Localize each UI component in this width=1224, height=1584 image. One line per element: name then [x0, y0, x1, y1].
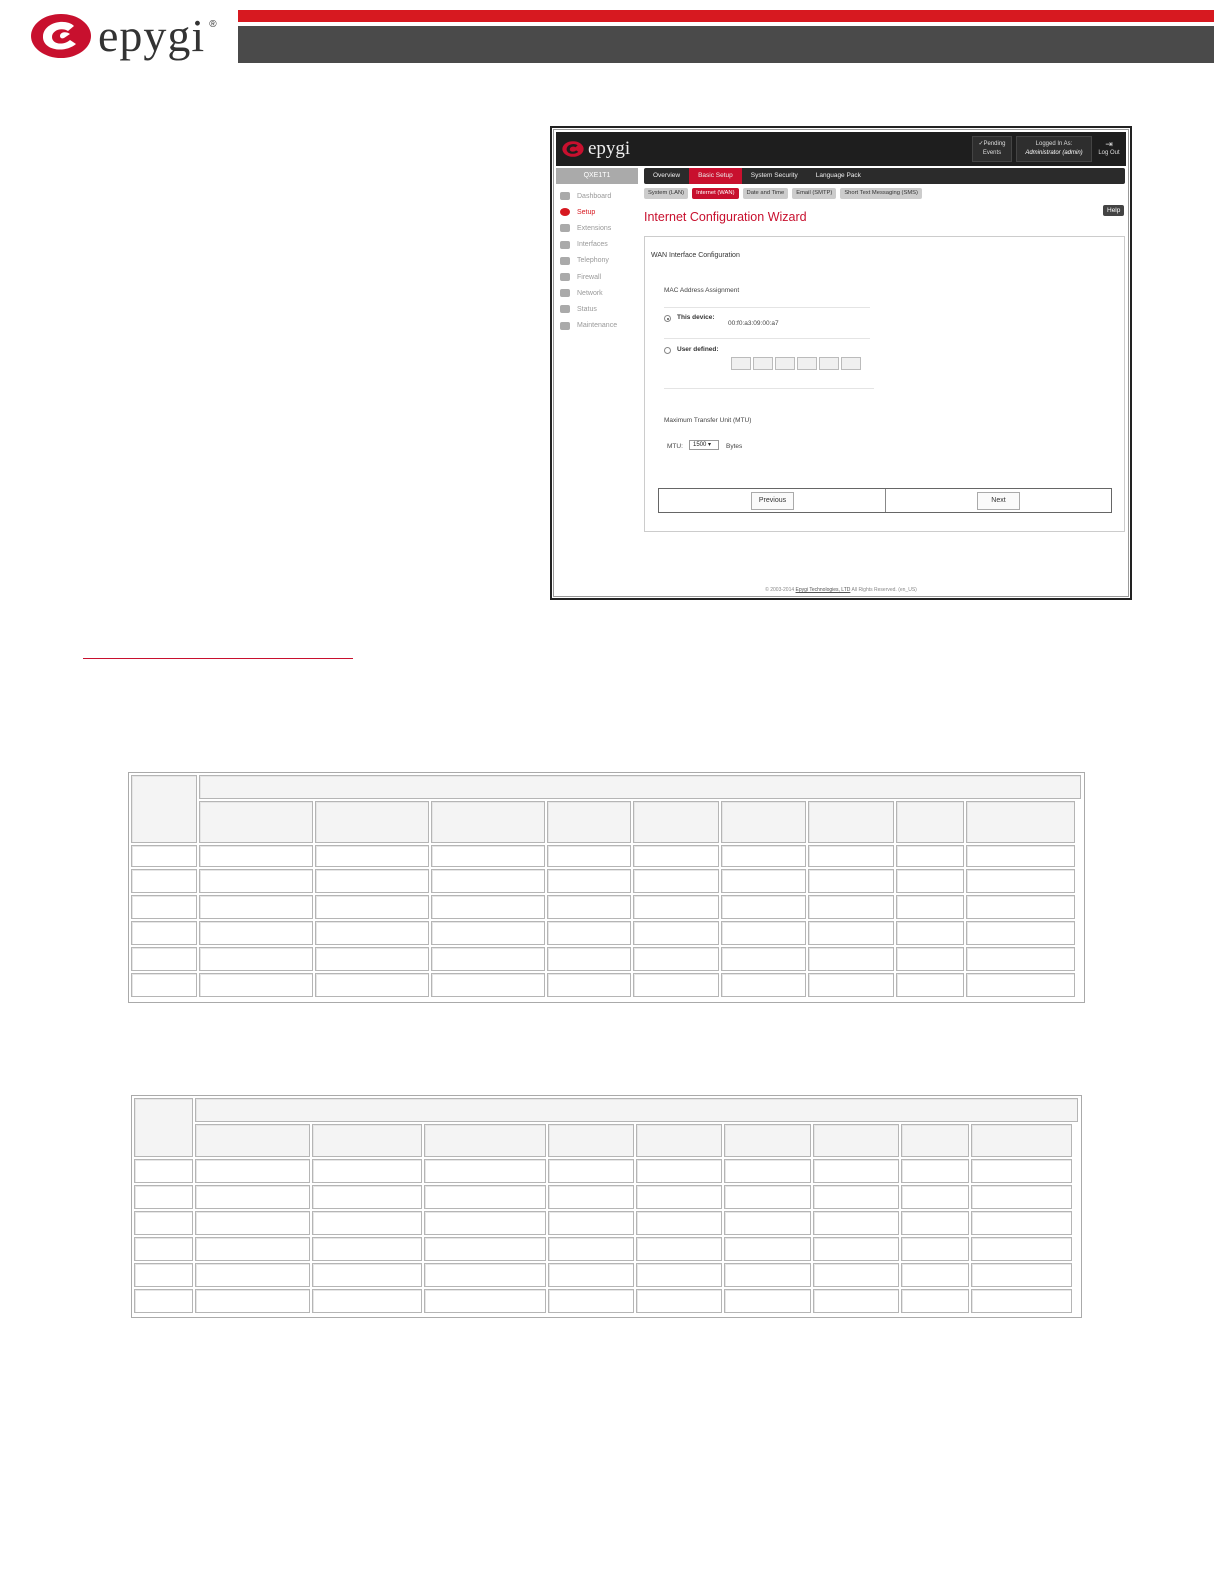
side-nav-label: Setup	[577, 208, 596, 216]
mtu-section-label: Maximum Transfer Unit (MTU)	[664, 417, 752, 424]
table-cell	[547, 895, 631, 919]
table-header-cell	[199, 775, 1081, 799]
table-cell	[315, 973, 429, 997]
next-button[interactable]: Next	[977, 492, 1020, 510]
table-cell	[547, 947, 631, 971]
table-cell	[721, 869, 806, 893]
page-title: Internet Configuration Wizard	[644, 210, 807, 224]
table-cell	[431, 869, 545, 893]
table-cell	[199, 845, 313, 867]
table-cell	[724, 1159, 811, 1183]
table-header-cell	[548, 1124, 634, 1157]
epygi-small-logo-icon	[562, 140, 584, 158]
mac-octet-input[interactable]	[775, 357, 795, 370]
table-header-cell	[431, 801, 545, 843]
wizard-panel	[644, 236, 1125, 532]
table-cell	[548, 1159, 634, 1183]
table-cell	[966, 973, 1075, 997]
table-cell	[971, 1185, 1072, 1209]
table-cell	[971, 1211, 1072, 1235]
table-cell	[431, 921, 545, 945]
side-nav-firewall[interactable]	[560, 269, 640, 285]
main-tabs	[644, 168, 1125, 184]
side-nav-label: Maintenance	[577, 322, 618, 330]
table-cell	[724, 1289, 811, 1313]
table-cell	[134, 1185, 193, 1209]
table-cell	[636, 1159, 722, 1183]
table-cell	[724, 1237, 811, 1261]
table-header-cell	[896, 801, 964, 843]
table-cell	[548, 1185, 634, 1209]
table-header-cell	[633, 801, 719, 843]
table-cell	[966, 947, 1075, 971]
table-cell	[547, 921, 631, 945]
table-header-cell	[808, 801, 894, 843]
table-cell	[548, 1211, 634, 1235]
table-cell	[312, 1211, 422, 1235]
table-cell	[636, 1211, 722, 1235]
side-nav-status[interactable]	[560, 301, 640, 317]
table-cell	[134, 1289, 193, 1313]
copyright-footer	[552, 587, 1130, 593]
table-cell	[431, 845, 545, 867]
table-header-cell	[195, 1098, 1078, 1122]
panel-title: WAN Interface Configuration	[651, 252, 740, 259]
table-header-cell	[315, 801, 429, 843]
tab-language-pack[interactable]: Language Pack	[815, 172, 861, 179]
table-header-cell	[901, 1124, 969, 1157]
table-header-cell	[971, 1124, 1072, 1157]
table-cell	[195, 1159, 310, 1183]
mac-section-label: MAC Address Assignment	[664, 287, 740, 294]
table-cell	[901, 1237, 969, 1261]
table-cell	[199, 947, 313, 971]
table-header-cell	[721, 801, 806, 843]
table-cell	[971, 1159, 1072, 1183]
divider	[664, 388, 874, 389]
interfaces-icon	[560, 241, 570, 249]
app-logo	[562, 138, 630, 160]
flame-icon	[560, 273, 570, 281]
table-cell	[547, 845, 631, 867]
table-cell	[966, 895, 1075, 919]
subtab-internet-wan[interactable]: Internet (WAN)	[692, 188, 738, 199]
table-cell	[431, 947, 545, 971]
user-defined-radio[interactable]	[664, 347, 671, 354]
gear-icon	[560, 208, 570, 216]
wizard-screenshot	[550, 126, 1132, 600]
table-cell	[424, 1211, 546, 1235]
epygi-logo	[30, 12, 217, 60]
table-cell	[808, 845, 894, 867]
help-button[interactable]: Help	[1103, 205, 1124, 216]
side-nav-label: Firewall	[577, 273, 602, 281]
mtu-unit: Bytes	[726, 443, 743, 450]
logout-icon: ⇥	[1105, 139, 1113, 149]
subtab-date-time[interactable]: Date and Time	[743, 188, 789, 199]
table-cell	[896, 973, 964, 997]
user-defined-label: User defined:	[677, 346, 719, 353]
table-cell	[721, 921, 806, 945]
table-cell	[724, 1263, 811, 1287]
table-cell	[424, 1185, 546, 1209]
device-name-tab[interactable]: QXE1T1	[556, 168, 638, 184]
table-cell	[312, 1237, 422, 1261]
table-cell	[896, 845, 964, 867]
table-cell	[131, 947, 197, 971]
table-header-cell	[966, 801, 1075, 843]
footer-prefix: © 2003-2014	[765, 587, 795, 593]
brand-name: epygi	[98, 10, 206, 61]
table-cell	[901, 1263, 969, 1287]
table-cell	[134, 1211, 193, 1235]
empty-table-2	[131, 1095, 1082, 1318]
mac-octet-input[interactable]	[797, 357, 817, 370]
table-cell	[195, 1211, 310, 1235]
dashboard-icon	[560, 192, 570, 200]
tab-basic-setup[interactable]: Basic Setup	[689, 168, 742, 184]
table-cell	[633, 895, 719, 919]
table-cell	[896, 921, 964, 945]
divider	[664, 338, 870, 339]
wizard-button-row	[658, 488, 1112, 513]
mac-octet-input[interactable]	[753, 357, 773, 370]
table-cell	[131, 845, 197, 867]
table-cell	[971, 1263, 1072, 1287]
table-cell	[896, 947, 964, 971]
table-cell	[134, 1237, 193, 1261]
table-cell	[636, 1263, 722, 1287]
sub-tabs	[644, 188, 922, 199]
table-cell	[808, 869, 894, 893]
divider	[664, 307, 870, 308]
registered-mark: ®	[209, 18, 217, 30]
table-cell	[721, 845, 806, 867]
table-header-cell	[636, 1124, 722, 1157]
table-cell	[633, 921, 719, 945]
table-cell	[633, 947, 719, 971]
divider	[885, 489, 886, 512]
side-nav-extensions[interactable]	[560, 220, 640, 236]
logout-label: Log Out	[1098, 150, 1120, 156]
table-header-cell	[312, 1124, 422, 1157]
pending-events-button[interactable]: ✓Pending Events	[972, 136, 1012, 162]
table-cell	[199, 869, 313, 893]
side-nav	[560, 188, 640, 334]
phone-icon	[560, 257, 570, 265]
header-dark-band	[238, 26, 1214, 63]
table-cell	[971, 1237, 1072, 1261]
subtab-sms[interactable]: Short Text Messaging (SMS)	[840, 188, 922, 199]
table-cell	[633, 869, 719, 893]
table-cell	[813, 1185, 899, 1209]
table-cell	[808, 921, 894, 945]
table-cell	[315, 895, 429, 919]
side-nav-telephony[interactable]	[560, 253, 640, 269]
this-device-label: This device:	[677, 314, 715, 321]
subtab-email-smtp[interactable]: Email (SMTP)	[792, 188, 836, 199]
table-cell	[896, 895, 964, 919]
subtab-system-lan[interactable]: System (LAN)	[644, 188, 688, 199]
empty-table-1	[128, 772, 1085, 1003]
table-cell	[813, 1159, 899, 1183]
table-header-cell	[424, 1124, 546, 1157]
logged-in-info	[1016, 136, 1092, 162]
table-cell	[131, 895, 197, 919]
wrench-icon	[560, 322, 570, 330]
table-cell	[636, 1237, 722, 1261]
table-cell	[199, 921, 313, 945]
previous-button[interactable]: Previous	[751, 492, 794, 510]
table-cell	[633, 845, 719, 867]
table-header-cell	[813, 1124, 899, 1157]
side-nav-label: Status	[577, 305, 597, 313]
table-cell	[131, 973, 197, 997]
section-link-underline	[83, 658, 353, 659]
table-header-cell	[195, 1124, 310, 1157]
mac-octet-input[interactable]	[819, 357, 839, 370]
globe-icon	[560, 289, 570, 297]
extensions-icon	[560, 224, 570, 232]
table-cell	[896, 869, 964, 893]
side-nav-maintenance[interactable]	[560, 318, 640, 334]
side-nav-label: Network	[577, 289, 603, 297]
table-cell	[312, 1289, 422, 1313]
footer-link[interactable]: Epygi Technologies, LTD	[795, 587, 851, 593]
table-cell	[966, 869, 1075, 893]
table-cell	[431, 895, 545, 919]
table-cell	[548, 1289, 634, 1313]
table-cell	[547, 869, 631, 893]
table-cell	[808, 973, 894, 997]
table-cell	[312, 1185, 422, 1209]
footer-suffix: All Rights Reserved. (en_US)	[851, 587, 917, 593]
table-cell	[315, 921, 429, 945]
table-cell	[813, 1263, 899, 1287]
table-cell	[134, 1263, 193, 1287]
side-nav-label: Telephony	[577, 257, 609, 265]
mtu-select[interactable]: 1500 ▾	[689, 440, 719, 450]
side-nav-label: Interfaces	[577, 241, 608, 249]
logout-button[interactable]	[1094, 136, 1124, 162]
table-cell	[315, 845, 429, 867]
table-cell	[971, 1289, 1072, 1313]
table-cell	[633, 973, 719, 997]
tab-overview[interactable]: Overview	[653, 172, 681, 179]
epygi-logo-icon	[30, 12, 92, 60]
logged-in-user: Administrator (admin)	[1025, 150, 1083, 156]
table-cell	[131, 869, 197, 893]
table-cell	[721, 895, 806, 919]
table-cell	[721, 947, 806, 971]
table-cell	[548, 1263, 634, 1287]
table-header-cell	[547, 801, 631, 843]
logged-in-label: Logged In As:	[1035, 141, 1073, 147]
side-nav-network[interactable]	[560, 285, 640, 301]
table-cell	[808, 947, 894, 971]
table-cell	[966, 845, 1075, 867]
table-cell	[901, 1159, 969, 1183]
header-red-band	[238, 10, 1214, 22]
side-nav-label: Dashboard	[577, 192, 612, 200]
mac-octet-input[interactable]	[841, 357, 861, 370]
table-cell	[424, 1263, 546, 1287]
document-header	[0, 0, 1224, 70]
table-header-cell	[134, 1098, 193, 1157]
table-cell	[199, 973, 313, 997]
table-cell	[195, 1289, 310, 1313]
table-cell	[547, 973, 631, 997]
table-cell	[312, 1159, 422, 1183]
table-cell	[636, 1185, 722, 1209]
table-cell	[548, 1237, 634, 1261]
table-cell	[131, 921, 197, 945]
side-nav-label: Extensions	[577, 224, 612, 232]
table-header-cell	[724, 1124, 811, 1157]
table-cell	[424, 1289, 546, 1313]
table-cell	[901, 1185, 969, 1209]
table-cell	[315, 869, 429, 893]
side-nav-interfaces[interactable]	[560, 237, 640, 253]
table-cell	[195, 1263, 310, 1287]
table-cell	[966, 921, 1075, 945]
table-cell	[724, 1211, 811, 1235]
chart-icon	[560, 305, 570, 313]
tab-system-security[interactable]: System Security	[750, 172, 798, 179]
app-top-bar	[556, 132, 1126, 166]
table-cell	[312, 1263, 422, 1287]
table-header-cell	[131, 775, 197, 843]
table-cell	[134, 1159, 193, 1183]
table-cell	[813, 1289, 899, 1313]
table-cell	[724, 1185, 811, 1209]
table-cell	[901, 1211, 969, 1235]
table-cell	[199, 895, 313, 919]
side-nav-setup[interactable]	[560, 204, 640, 220]
table-header-cell	[199, 801, 313, 843]
table-cell	[721, 973, 806, 997]
table-cell	[901, 1289, 969, 1313]
table-cell	[315, 947, 429, 971]
table-cell	[636, 1289, 722, 1313]
side-nav-dashboard[interactable]	[560, 188, 640, 204]
mac-address-value: 00:f0:a3:09:00:a7	[728, 320, 779, 327]
table-cell	[431, 973, 545, 997]
table-cell	[195, 1237, 310, 1261]
table-cell	[813, 1211, 899, 1235]
table-cell	[808, 895, 894, 919]
mac-octet-input[interactable]	[731, 357, 751, 370]
table-cell	[424, 1237, 546, 1261]
table-cell	[813, 1237, 899, 1261]
mtu-label: MTU:	[667, 443, 683, 450]
table-cell	[424, 1159, 546, 1183]
app-logo-text: epygi	[588, 138, 631, 159]
this-device-radio[interactable]	[664, 315, 671, 322]
table-cell	[195, 1185, 310, 1209]
